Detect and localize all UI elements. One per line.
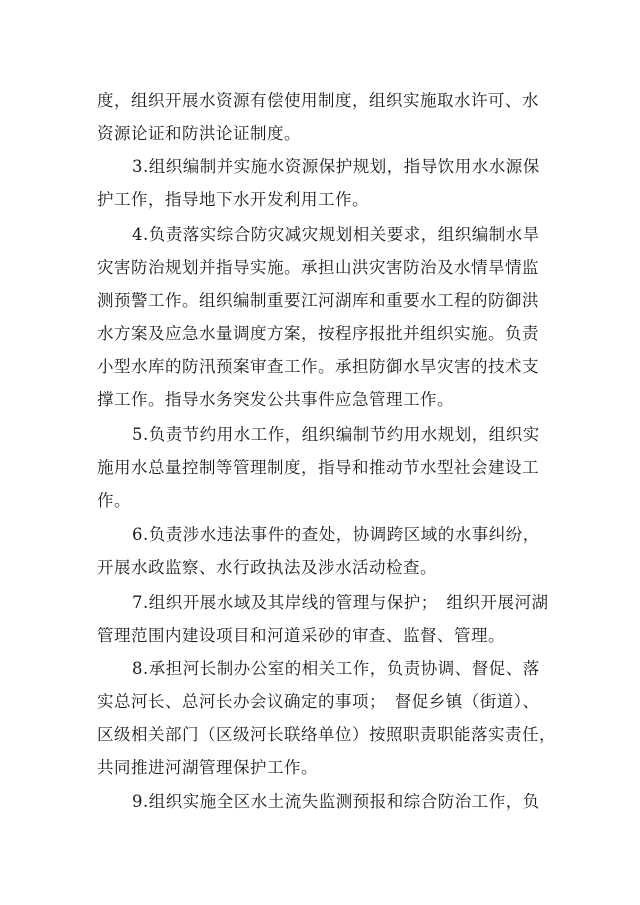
text-line: 灾害防治规划并指导实施。承担山洪灾害防治及水情旱情监 — [97, 258, 539, 277]
text-line: 度，组织开展水资源有偿使用制度，组织实施取水许可、水 — [97, 91, 539, 110]
text-line: 9.组织实施全区水土流失监测预报和综合防治工作，负 — [132, 792, 540, 811]
text-line: 撑工作。指导水务突发公共事件应急管理工作。 — [97, 390, 454, 409]
text-line: 作。 — [97, 491, 131, 510]
text-line: 施用水总量控制等管理制度，指导和推动节水型社会建设工 — [97, 458, 539, 477]
paragraph-item-7 — [97, 586, 547, 652]
text-line: 护工作，指导地下水开发利用工作。 — [97, 190, 369, 209]
paragraph-item-5 — [97, 418, 547, 517]
paragraph-continued — [97, 84, 547, 150]
text-line: 资源论证和防洪论证制度。 — [97, 124, 301, 143]
paragraph-item-4 — [97, 218, 547, 416]
text-line: 3.组织编制并实施水资源保护规划，指导饮用水水源保 — [132, 157, 540, 176]
paragraph-item-6 — [97, 518, 547, 584]
text-line: 水方案及应急水量调度方案，按程序报批并组织实施。负责 — [97, 324, 539, 343]
text-line: 7.组织开展水域及其岸线的管理与保护； 组织开展河湖 — [132, 593, 549, 612]
text-line: 实总河长、总河长办会议确定的事项； 督促乡镇（街道）、 — [97, 692, 540, 711]
text-line: 8.承担河长制办公室的相关工作，负责协调、督促、落 — [132, 659, 540, 678]
text-line: 4.负责落实综合防灾减灾规划相关要求，组织编制水旱 — [132, 225, 540, 244]
text-line: 6.负责涉水违法事件的查处，协调跨区域的水事纠纷， — [132, 525, 540, 544]
text-line: 5.负责节约用水工作，组织编制节约用水规划，组织实 — [132, 425, 540, 444]
text-line: 管理范围内建设项目和河道采砂的审查、监督、管理。 — [97, 626, 505, 645]
text-line: 共同推进河湖管理保护工作。 — [97, 758, 318, 777]
paragraph-item-8 — [97, 652, 556, 784]
paragraph-item-3 — [97, 150, 547, 216]
text-line: 区级相关部门（区级河长联络单位）按照职责职能落实责任， — [97, 725, 556, 744]
text-line: 开展水政监察、水行政执法及涉水活动检查。 — [97, 558, 437, 577]
paragraph-item-9 — [97, 785, 547, 818]
text-line: 小型水库的防汛预案审查工作。承担防御水旱灾害的技术支 — [97, 357, 539, 376]
text-line: 测预警工作。组织编制重要江河湖库和重要水工程的防御洪 — [97, 291, 539, 310]
